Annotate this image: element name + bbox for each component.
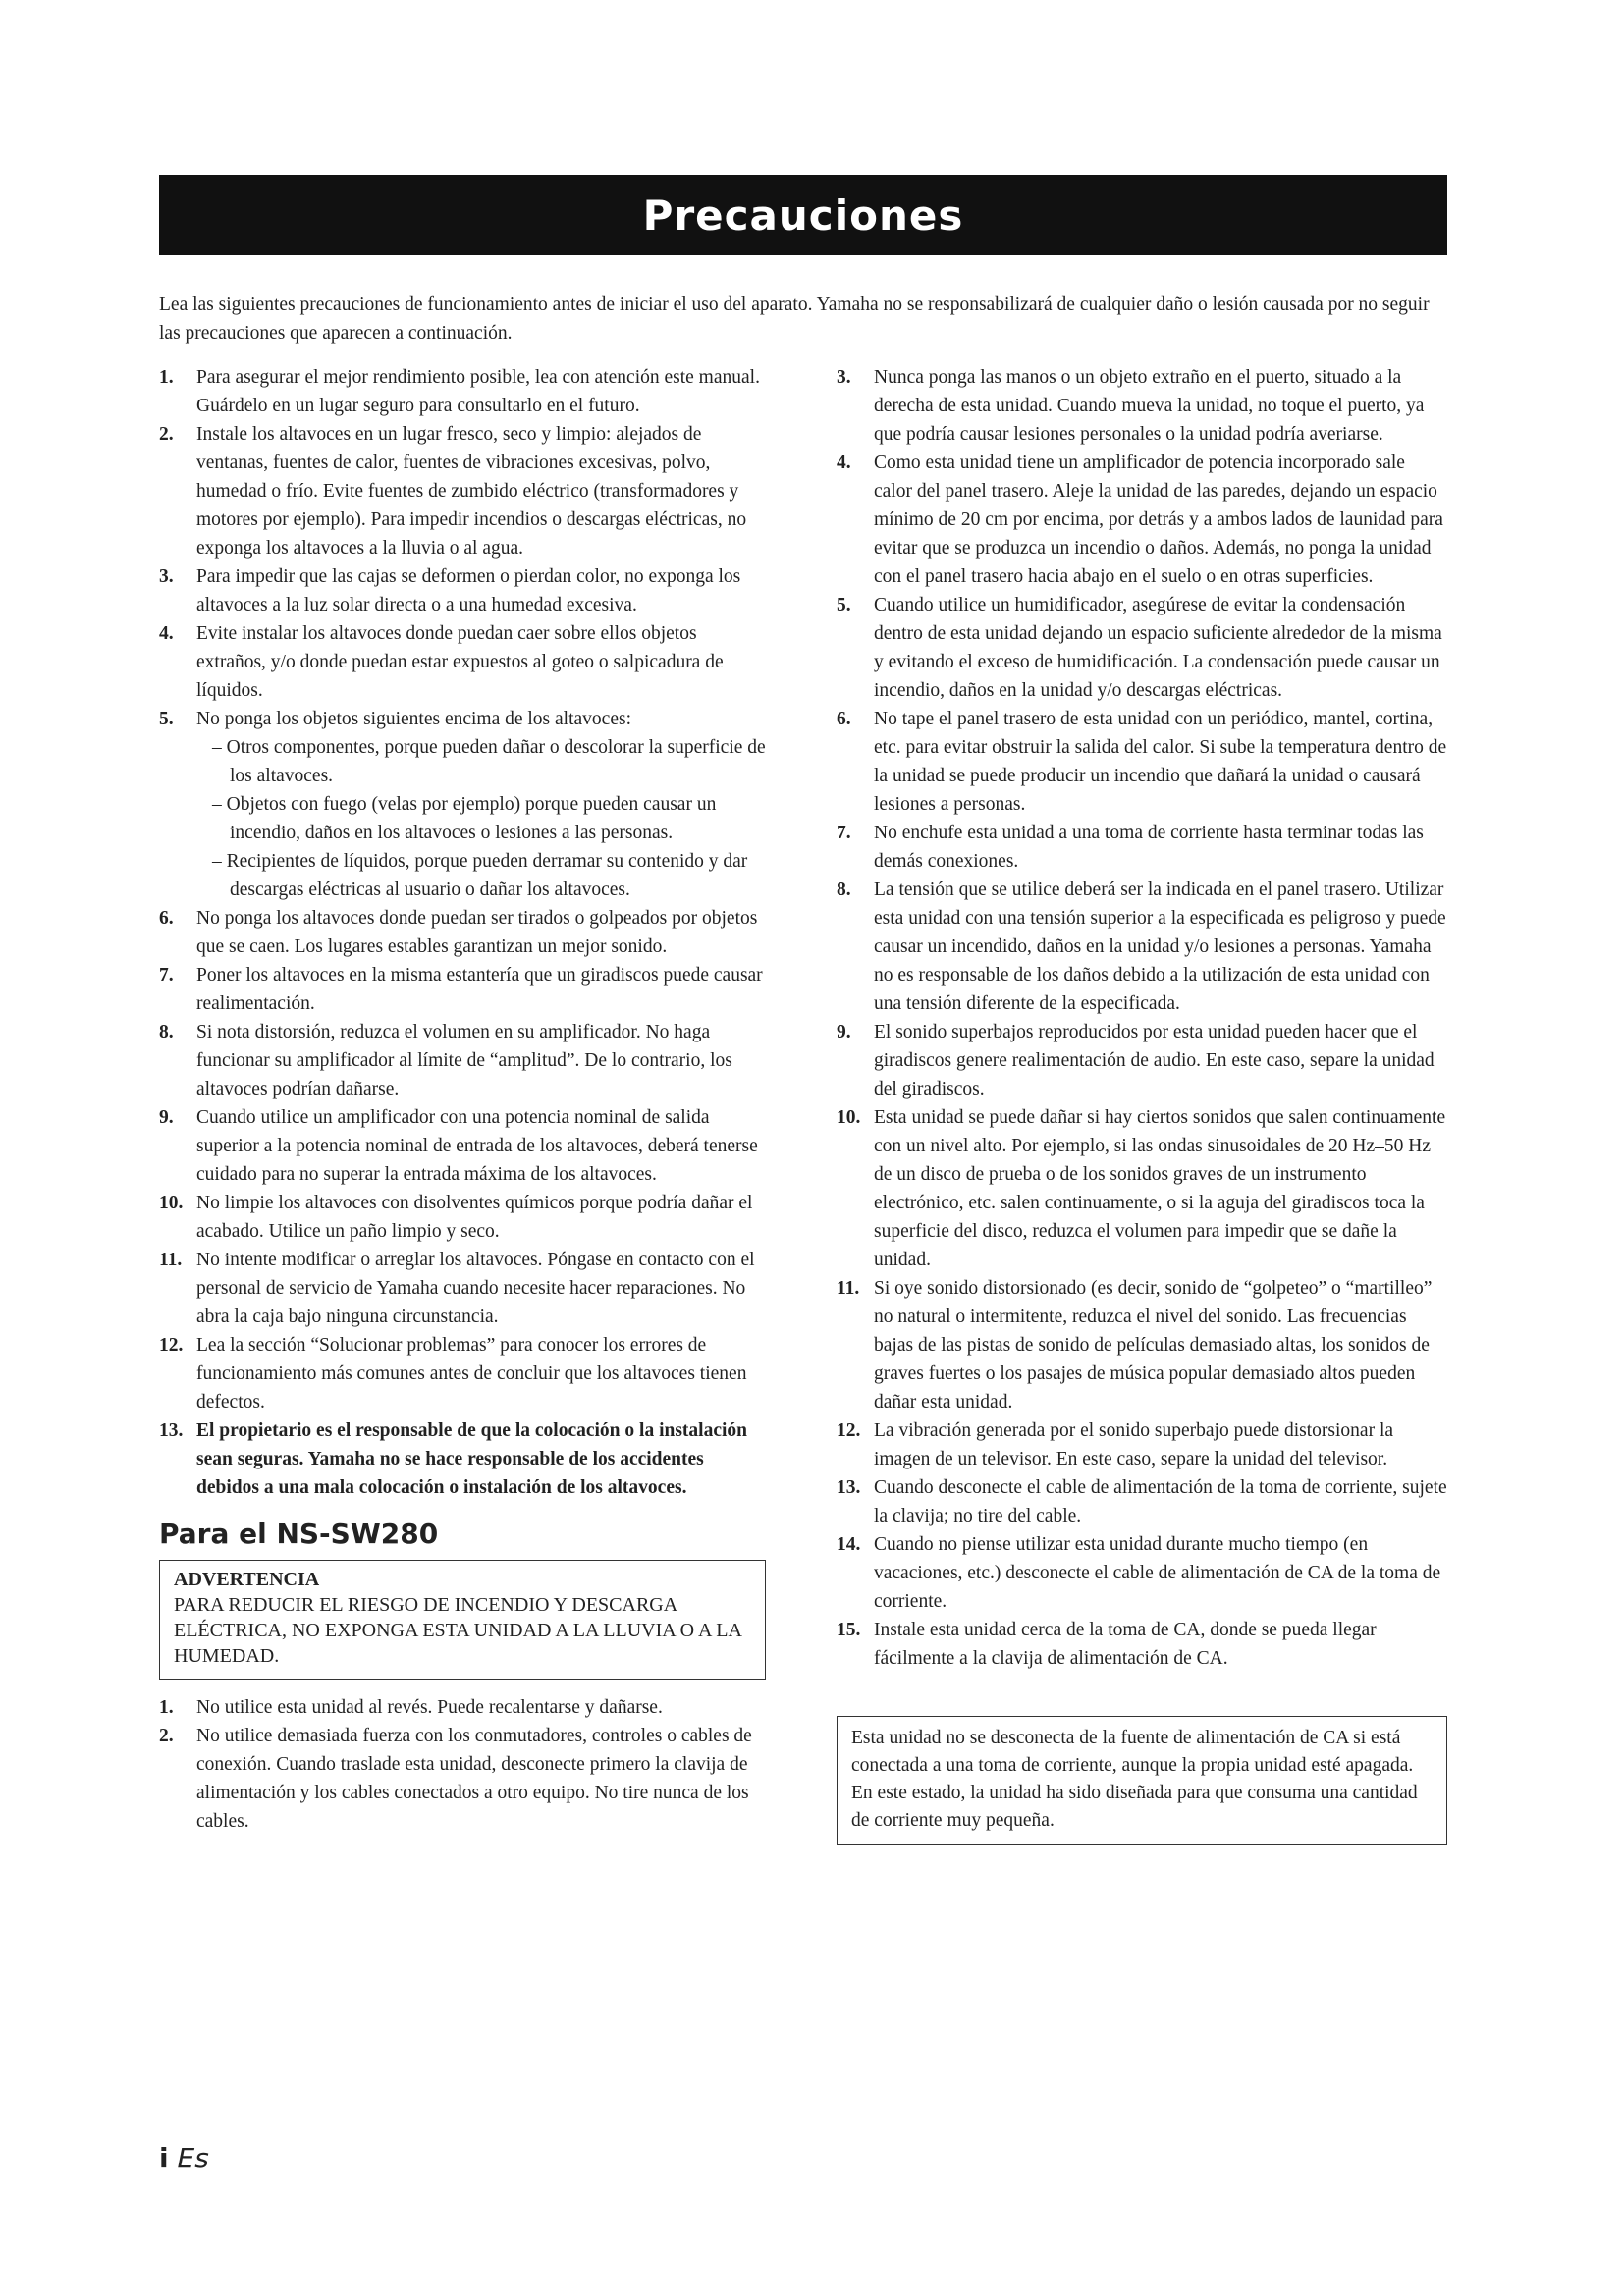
list-item: 6. No ponga los altavoces donde puedan ser tirados o golpeados por objetos que se caen. Los lugares estables garantizan un mejor sonido.	[159, 908, 758, 957]
list-item: 15. Instale esta unidad cerca de la toma de CA, donde se pueda llegar fácilmente a la clavija de alimentación de CA.	[837, 1620, 1377, 1669]
sub-list-item: – Otros componentes, porque pueden dañar o descolorar la superficie de los altavoces.	[212, 737, 766, 786]
section-title: Para el NS-SW280	[159, 1518, 439, 1550]
list-item: 2. No utilice demasiada fuerza con los conmutadores, controles o cables de conexión. Cuando traslade esta unidad, desconecte primero la clavija de alimentación y los cables conectados a otro equipo. No tire nunca de los cables.	[159, 1726, 752, 1832]
list-item: 11. No intente modificar o arreglar los altavoces. Póngase en contacto con el personal de servicio de Yamaha cuando necesite hacer reparaciones. No abra la caja bajo ninguna circunstancia.	[159, 1250, 755, 1327]
warning-text: PARA REDUCIR EL RIESGO DE INCENDIO Y DESCARGA ELÉCTRICA, NO EXPONGA ESTA UNIDAD A LA LLUVIA O A LA HUMEDAD.	[174, 1594, 741, 1667]
warning-box	[159, 1560, 766, 1680]
list-item: 13. Cuando desconecte el cable de alimentación de la toma de corriente, sujete la clavija; no tire del cable.	[837, 1477, 1447, 1526]
list-item: 3. Nunca ponga las manos o un objeto extraño en el puerto, situado a la derecha de esta unidad. Cuando mueva la unidad, no toque el puerto, ya que podría causar lesiones personales o la unidad podría averiarse.	[837, 367, 1425, 445]
page-title: Precauciones	[642, 190, 964, 240]
page-number: i	[159, 2142, 169, 2174]
list-item: 12. Lea la sección “Solucionar problemas” para conocer los errores de funcionamiento más comunes antes de concluir que los altavoces tienen defectos.	[159, 1335, 747, 1413]
language-code: Es	[177, 2142, 209, 2174]
list-item: 4. Como esta unidad tiene un amplificador de potencia incorporado sale calor del panel trasero. Aleje la unidad de las paredes, dejando un espacio mínimo de 20 cm por encima, por detrás y a ambos lados de launidad para evitar que se produzca un incendio o daños. Además, no ponga la unidad con el panel trasero hacia abajo en el suelo o en otras superficies.	[837, 453, 1443, 587]
list-item: 9. El sonido superbajos reproducidos por esta unidad pueden hacer que el giradiscos genere realimentación de audio. En este caso, separe la unidad del giradiscos.	[837, 1022, 1435, 1099]
list-item: 5. No ponga los objetos siguientes encima de los altavoces: – Otros componentes, porque pueden dañar o descolorar la superficie de los altavoces. – Objetos con fuego (velas por ejemplo) porque pueden causar un incendio, daños en los altavoces o lesiones a las personas. – Recipientes de líquidos, porque pueden derramar su contenido y dar descargas eléctricas al usuario o dañar los altavoces.	[159, 705, 766, 904]
list-item: 14. Cuando no piense utilizar esta unidad durante mucho tiempo (en vacaciones, etc.) desconecte el cable de alimentación de CA de la toma de corriente.	[837, 1534, 1441, 1612]
list-item: 13. El propietario es el responsable de que la colocación o la instalación sean seguras. Yamaha no se hace responsable de los accidentes debidos a una mala colocación o instalación de los altavoces.	[159, 1420, 747, 1498]
title-bar	[159, 175, 1447, 255]
precautions-list-right	[837, 363, 1447, 1673]
left-column	[159, 363, 766, 1836]
page-footer	[159, 2142, 209, 2174]
list-item: 8. La tensión que se utilice deberá ser la indicada en el panel trasero. Utilizar esta unidad con una tensión superior a la especificada es peligroso y puede causar un incendido, daños en la unidad y/o lesiones a personas. Yamaha no es responsable de los daños debido a la utilización de esta unidad con una tensión diferente de la especificada.	[837, 880, 1446, 1014]
list-item: 10. No limpie los altavoces con disolventes químicos porque podría dañar el acabado. Utilice un paño limpio y seco.	[159, 1193, 753, 1242]
list-item: 3. Para impedir que las cajas se deformen o pierdan color, no exponga los altavoces a la luz solar directa o a una humedad excesiva.	[159, 566, 741, 615]
precautions-list-left	[159, 363, 766, 1502]
sub-list-item: – Recipientes de líquidos, porque pueden derramar su contenido y dar descargas eléctricas al usuario o dañar los altavoces.	[212, 851, 748, 900]
list-item: 4. Evite instalar los altavoces donde puedan caer sobre ellos objetos extraños, y/o donde puedan estar expuestos al goteo o salpicadura de líquidos.	[159, 623, 724, 701]
section-list	[159, 1693, 766, 1836]
list-item: 1. Para asegurar el mejor rendimiento posible, lea con atención este manual. Guárdelo en un lugar seguro para consultarlo en el futuro.	[159, 367, 760, 416]
list-item: 11. Si oye sonido distorsionado (es decir, sonido de “golpeteo” o “martilleo” no natural o intermitente, reduzca el nivel del sonido. Las frecuencias bajas de las pistas de sonido de películas demasiado altas, los sonidos de graves fuertes o los pasajes de música popular demasiado altos pueden dañar esta unidad.	[837, 1278, 1433, 1413]
note-box: Esta unidad no se desconecta de la fuente de alimentación de CA si está conectada a una toma de corriente, aunque la propia unidad esté apagada. En este estado, la unidad ha sido diseñada para que consuma una cantidad de corriente muy pequeña.	[837, 1716, 1447, 1845]
sub-list-item: – Objetos con fuego (velas por ejemplo) porque pueden causar un incendio, daños en los altavoces o lesiones a las personas.	[212, 794, 717, 843]
warning-title: ADVERTENCIA	[174, 1569, 320, 1590]
list-item: 7. No enchufe esta unidad a una toma de corriente hasta terminar todas las demás conexiones.	[837, 823, 1424, 872]
list-item: 2. Instale los altavoces en un lugar fresco, seco y limpio: alejados de ventanas, fuentes de calor, fuentes de vibraciones excesivas, polvo, humedad o frío. Evite fuentes de zumbido eléctrico (transformadores y motores por ejemplo). Para impedir incendios o descargas eléctricas, no exponga los altavoces a la lluvia o al agua.	[159, 424, 747, 559]
list-item: 7. Poner los altavoces en la misma estantería que un giradiscos puede causar realimentación.	[159, 965, 763, 1014]
list-item: 12. La vibración generada por el sonido superbajo puede distorsionar la imagen de un televisor. En este caso, separe la unidad del televisor.	[837, 1420, 1394, 1469]
list-item: 8. Si nota distorsión, reduzca el volumen en su amplificador. No haga funcionar su amplificador al límite de “amplitud”. De lo contrario, los altavoces podrían dañarse.	[159, 1022, 732, 1099]
list-item: 5. Cuando utilice un humidificador, asegúrese de evitar la condensación dentro de esta unidad dejando un espacio suficiente alrededor de la misma y evitando el exceso de humidificación. La condensación puede causar un incendio, daños en la unidad y/o descargas eléctricas.	[837, 595, 1442, 701]
list-item: 6. No tape el panel trasero de esta unidad con un periódico, mantel, cortina, etc. para evitar obstruir la salida del calor. Si sube la temperatura dentro de la unidad se puede producir un incendio que dañará la unidad o causará lesiones a personas.	[837, 709, 1447, 815]
intro-paragraph: Lea las siguientes precauciones de funcionamiento antes de iniciar el uso del aparato. Yamaha no se responsabilizará de cualquier daño o lesión causada por no seguir las precauciones que aparecen a continuación.	[159, 294, 1430, 344]
list-item: 1. No utilice esta unidad al revés. Puede recalentarse y dañarse.	[159, 1697, 663, 1718]
list-item: 10. Esta unidad se puede dañar si hay ciertos sonidos que salen continuamente con un nivel alto. Por ejemplo, si las ondas sinusoidales de 20 Hz–50 Hz de un disco de prueba o de los sonidos graves de un instrumento electrónico, etc. salen continuamente, o si la aguja del giradiscos toca la superficie del disco, reduzca el volumen para impedir que se dañe la unidad.	[837, 1107, 1446, 1270]
right-column	[837, 363, 1447, 1845]
sub-list	[196, 733, 766, 904]
list-item: 9. Cuando utilice un amplificador con una potencia nominal de salida superior a la potencia nominal de entrada de los altavoces, deberá tenerse cuidado para no superar la entrada máxima de los altavoces.	[159, 1107, 758, 1185]
